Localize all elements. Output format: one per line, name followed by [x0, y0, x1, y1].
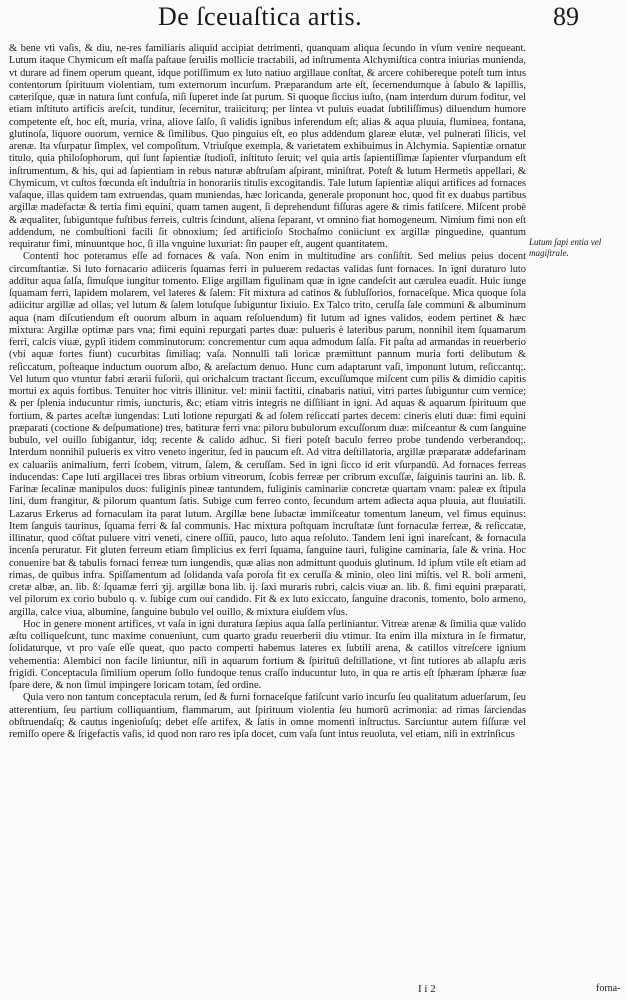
paragraph-4: Quia vero non tantum conceptacula rerum, ſed & furni fornaceſque fatiſcunt vario incurſu ſeu qualitatum aduerſarum, ſeu atterentium, ſeu partium colliquantium, flammarum, aut ſpirituum violentia ſeu humorū acrimonia: ad rimas ſarciendas obſtruendaſq; & cautus ingenioſuſq; debet eſſe artifex, & ſatis in omne momenti inſtructus. Sarciuntur autem fiſſuræ vel remiſſo opere & ſrigefactis vaſis, id quod non raro res ipſa docet, cum vaſa ſunt intus reuoluta, vel etiam, niſi in extrinſicus: [9, 692, 526, 740]
marginal-note: Lutum ſapi entia vel magiſtrale.: [529, 237, 602, 258]
running-title: De ſceuaſtica artis.: [158, 2, 363, 31]
main-text-block: [9, 43, 526, 741]
paragraph-1: & bene vti vaſis, & diu, ne-res familiaris aliquid accipiat detrimenti, quanquam aliqua ſecundo in vſum venire nequeant. Lutum itaque Chymicum eſt maſſa paſtaue ſeruilis mollicie tractabili, ad inſtrumenta Alchymiſtica contra iniurias munienda, vt durare ad finem operum queant, idque potiſſimum ex luto natiuo argillaue conſtat, & arcere cohibereque poteſt tum intus contentorum ſpirituum violentiam, tum externorum incurſum. Præparandum arte eſt, ſecernendumque à ſabulo & lapillis, cæteriſque, quæ in natura ſunt confuſa, niſi ſuperet inde ſat purum. Si quoque ſiccius iuſto, (nam interdum durum foditur, vel etiam inſtituto artificis areſcit, tunditur, ſecernitur, traiiciturq; per lintea vt puluis euadat ſubtiliſſimus) diluendum humore competente eſt, hoc eſt, muria, vrina, aliove ſalſo, ſi validis ignibus inferendum eſt; alias & aqua pluuia, fluminea, fontana, glutinoſa, liquore ouorum, vernice & ſimilibus. Quo pinguius eſt, eo plus addendum glareæ elutæ, vel pulnerati ſilicis, vel arenæ. Ita vſurpatur ſimplex, vel compoſitum. Vtriuſque exempla, & varietatem exhibuimus in Alchymia. Sapientiæ ornatur titulo, quia philoſophorum, qui ſunt ſapientiæ ſtudioſi, inſtituto ſeruit; vel quia artis ſapientiſſimæ ſapienter vſurpandum eſt inſtrumentum, & his, qui ad ſapientiam in rebus naturæ abſtruſam aſpirant, miniſtrat. Poteſt & lutum Hermetis appellari, & Chymicum, vt cuſtos fœcunda eſt induſtria in honorariis titulis excogitandis. Tale lutum ſapientiæ aliqui artifices ad fornaces vaſaque, illas quidem tam extruendas, quam muniendas, hæc loricanda, generale proponunt hoc, quod fit ex duabus partibus argillæ madefactæ & tertia fimi equini, quam tamen augent, ſi deprehendunt fiſſuras agere & rimis fatiſcere. Miſcent probè & æqualiter, ſubiguntque fuſtibus ferreis, cultris ſcindunt, aliena ſeparant, vt omnino fiat homogeneum. Nimium fimi non eſt addendum, ne combuſtioni facili ſit obnoxium; ſed artificioſo Stochaſmo coniiciunt ex argillæ pinguedine, quantum requiratur fimi, minuuntque hoc, ſi illa vnguine luxuriat: ſin pauper eſt, augent quantitatem.: [9, 43, 526, 250]
page-number: 89: [553, 2, 579, 31]
paragraph-3: Hoc in genere monent artifices, vt vaſa in igni duratura ſæpius aqua ſalſa perliniantur. Vitreæ arenæ & ſimilia quæ valido æſtu colliqueſcunt, tunc maxime conueniunt, cum quarto gradu reuerberii diu vtimur. Ita enim illa mixtura in ſe firmatur, ſolidaturque, vt pro vaſe eſſe queat, quo pacto comperti habemus lateres ex ſubtili arena, & catillos vitreſcere ignium vehementia: Alembici non facile liniuntur, niſi in aquarum fortium & ſpirituū deſtillatione, vt ſint tutiores ab allapſu æris frigidi. Conceptacula ſimilium operum ſollo fundoque tenus craſſo inducuntur luto, in qua re artis eſt ſphæram ſphæræ ſuæ ſpare dere, & non ſimul impingere loricam totam, ſed ordine.: [9, 618, 526, 691]
catchword: forna-: [596, 983, 621, 994]
paragraph-2: Contenti hoc poteramus eſſe ad fornaces & vaſa. Non enim in multitudine ars conſiſtit. Sed melius peius docent circumſtantiæ. Si luto fornacario adiiceris ſquamas ferri in puluerem redactas validas ſunt fornaces. In igni duraturo luto additur aqua ſalſa, ſimuſque iungitur tomento. Elige argillam figulinam quæ in igne candeſcit aut cærulea euadit. Huic iunge ſquamam ferri, lapidem molarem, vel lateres & ſalem: Fit mixtura ad catinos & ſubluſſorios, fornaceſque. Mica quoque ſola adiicitur argillæ ad ollas; vel lutum & ſalem lotuſque ſubiguntur lixiuio. Ex Talco trito, ceruſſa ſale communi & albuminum aqua (nam diſcutiendum eſt ouorum album in aquam reſoluendum) fit lutum ad ignes validos, eodem pertinet & hæc mixtura: Argillæ optimæ pars vna; fimi equini repurgati partes duæ: pulueris è lateribus parum, nonnihil item ſquamarum ferri, calcis viuæ, gypſi itidem comminutorum: concrementur cum aqua admodum ſalſa. Fit paſta ad armandas in reuerberio (vbi aquæ fortes fiunt) cucurbitas ſimiliaq; vaſa. Nonnulli tali loricæ præmittunt pannum muria forti delibutum & reſiccatum, poſteaque inductum ouorum albo, & areſactum denuo. Hunc cum adaptarunt vaſi, imponunt lutum, reſiccantq;. Vel lutum quo vtuntur fabri ærarii fuſorii, qui orichalcum tractant ſiccum, excuſſumque miſcent cum pilis & dimidio capitis mortui ex aquis fortibus. Tenuiter hoc vitris illinitur. vel: minii factitii, cinabaris natiui, vitri partes ſubiguntur cum vernice; & per ſplenia inducuntur rimis, iuncturis, &c; etiam vitris integris ne diſſiliant in igni. Ad aquas & aquarum ſpirituum que fortium, & partes aceſtæ iungendas: Luti lotione repurgati & ad ſolem reſiccati partes decem: cineris eluti duæ: fimi equini præparati (coctione & deſpumatione) tres, batituræ ferri vna: piloru bubulorum excuſſorum duæ: miſceantur & cum ſanguine bubulo, vel ouillo ſubigantur, idq; recente & calido adhuc. Si fieri poteſt baculo ferreo probe tundendo verberandoq;. Interdum nonnihil pulueris ex vitro veneto ingeritur, ſed in paucum eſt. Ad vitra deſtillatoria, argillæ præparatæ addefarinam ex caluariis animalium, ferri ſcobem, vitrum, ſalem, & ceruſſam. Sed in igni ſicco id erit vſurpandū. Ad fornaces ferreas inducendas: Cape luti argillacei tres libras orbium vitreorum, ſcobis ferreæ per cribrum excuſſæ, ſaiguinis taurini an. lib. ß. Farinæ ſecalinæ manipulos duos: fuliginis pineæ tantundem, fuliginis caminariæ concretæ quartam vnam: paleæ ex ſtipula lini, dum frangitur, & pilorum quantum ſatis. Subige cum ferreo conto, ſecundum artem adiecta aqua pluuia, aut fluuiatili. Lazarus Erkerus ad fornaculam ita parat lutum. Argillæ bene ſubactæ immiſceatur tomentum laneum, vel fimus equinus: Item ſanguis taurinus, ſquama ferri & ſal communis. Hac mixtura poſtquam incruſtatæ ſunt fornaculæ ferreæ, & reſiccatæ, illinatur, quod cōſtat puluere vitri veneti, cinere oſſiū, pauco, luto aqua reſoluto. Tandem leni igni inareſcant, & fornacula incenſa peruratur. Fit gluten ferreum etiam ſimplicius ex ferri ſquama, ſanguine tauri, fuligine caminaria, ſale & vrina. Hoc conuenire bat & tabulis fornaci ferreæ tum iungendis, quæ alias non admittunt quoduis glutinum. Id ipſum vtile eſt etiam ad rimas, de quibus infra. Spiſſamentum ad ſolidanda vaſa poroſa fit ex ceruſſa & minio, oleo lini miſtis. vel R. boli armeni, cretæ albæ, an. lib. ß: ſquamæ ferri ʒij. argillæ bona lib. ij. ſaxi muraris rubri, calcis viuæ an. lib. ß. fimi equini præparati, vel pilorum ex corio bubulo q. v. ſubige cum oui candido. Fit & ex luto exiccato, ſanguine draconis, tomento, bolo armeno, argilla, calce viua, albumine, ſanguine bubulo vel ouillo, & mixtura eiuſdem vſus.: [9, 251, 526, 618]
signature-mark: I i 2: [418, 983, 436, 995]
